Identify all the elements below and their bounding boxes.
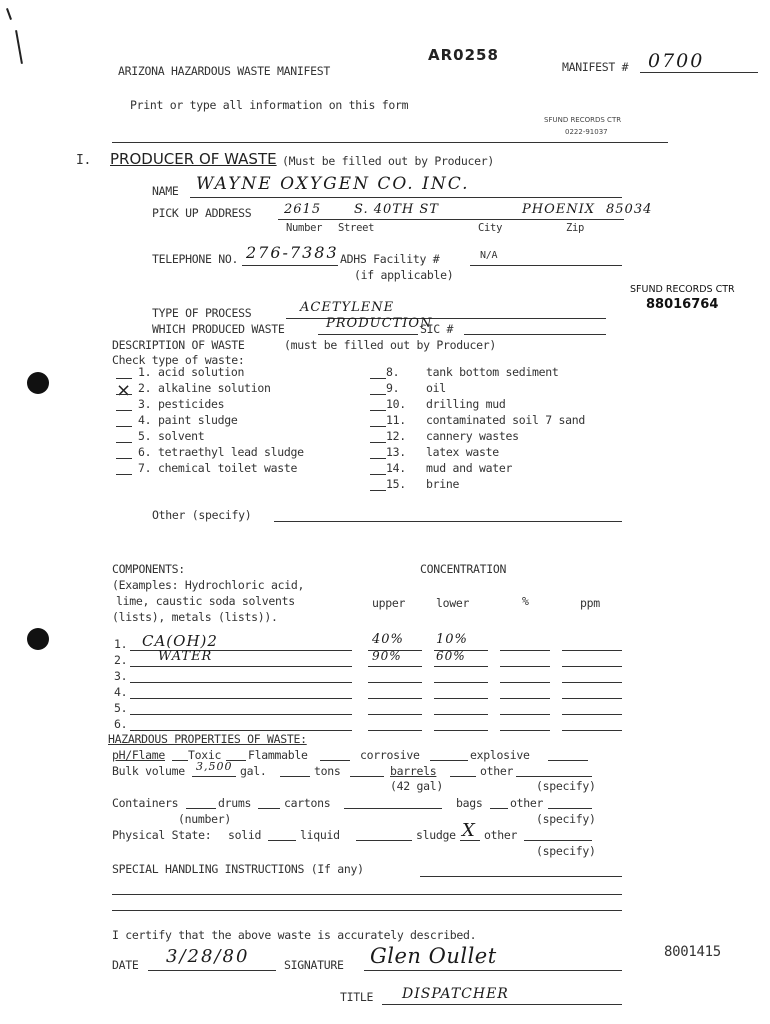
- addr-col-number: Number: [286, 222, 323, 234]
- waste-type-label: paint sludge: [158, 413, 238, 427]
- telephone-line: [242, 265, 338, 266]
- bags-line[interactable]: [490, 808, 508, 809]
- form-title: ARIZONA HAZARDOUS WASTE MANIFEST: [118, 64, 330, 78]
- waste-type-num: 5.: [138, 429, 152, 443]
- addr-col-city: City: [478, 222, 503, 234]
- waste-type-label: oil: [426, 381, 446, 395]
- adhs-note: (if applicable): [354, 268, 454, 282]
- examples-line2: lime, caustic soda solvents: [116, 594, 295, 608]
- containers-other-label: other: [510, 796, 544, 810]
- barrels-label: barrels: [390, 764, 437, 778]
- drums-label: drums: [218, 796, 252, 810]
- waste-type-label: alkaline solution: [158, 381, 271, 395]
- corrosive-label: corrosive: [360, 748, 420, 762]
- component-upper: 40%: [372, 632, 404, 647]
- signature-line[interactable]: [364, 970, 622, 971]
- waste-type-label: tank bottom sediment: [426, 365, 559, 379]
- waste-type-label: tetraethyl lead sludge: [158, 445, 304, 459]
- toxic-line[interactable]: [172, 760, 188, 761]
- checkbox-line[interactable]: [370, 394, 386, 395]
- sludge-mark: X: [462, 820, 477, 841]
- waste-type-num: 8.: [386, 365, 400, 379]
- waste-type-num: 9.: [386, 381, 400, 395]
- waste-type-label: mud and water: [426, 461, 513, 475]
- waste-type-num: 3.: [138, 397, 152, 411]
- liquid-line[interactable]: [356, 840, 412, 841]
- addr-col-zip: Zip: [566, 222, 585, 234]
- adhs-line: [470, 265, 622, 266]
- special-line-1[interactable]: [420, 876, 622, 877]
- cert-statement: I certify that the above waste is accurately described.: [112, 928, 477, 942]
- doc-number: 8001415: [664, 944, 721, 960]
- desc-label: DESCRIPTION OF WASTE: [112, 338, 245, 352]
- component-upper-line[interactable]: [368, 666, 422, 667]
- physical-other-label: other: [484, 828, 518, 842]
- component-lower: 60%: [436, 649, 466, 663]
- bulk-value: 3,500: [196, 760, 233, 773]
- bulk-line[interactable]: [192, 776, 236, 777]
- records-stamp-line2: 0222-91037: [565, 128, 608, 136]
- adhs-label: ADHS Facility #: [340, 252, 440, 266]
- component-pct-line[interactable]: [500, 714, 550, 715]
- checkbox-line[interactable]: [116, 458, 132, 459]
- component-line[interactable]: [130, 666, 352, 667]
- component-line[interactable]: [130, 730, 352, 731]
- checkbox-line[interactable]: [116, 442, 132, 443]
- waste-type-num: 7.: [138, 461, 152, 475]
- checkbox-line[interactable]: [370, 442, 386, 443]
- name-line: [190, 197, 622, 198]
- component-ppm-line[interactable]: [562, 730, 622, 731]
- gal-label: gal.: [240, 764, 267, 778]
- special-line-2[interactable]: [112, 894, 622, 895]
- waste-type-num: 6.: [138, 445, 152, 459]
- sfund-side-number: 88016764: [646, 297, 719, 312]
- bags-label: bags: [456, 796, 483, 810]
- solid-label: solid: [228, 828, 262, 842]
- header-divider: [112, 142, 668, 143]
- physical-other-line[interactable]: [524, 840, 592, 841]
- component-name: WATER: [158, 649, 213, 664]
- desc-note: (must be filled out by Producer): [284, 338, 496, 352]
- component-upper: 90%: [372, 649, 402, 663]
- pickup-number: 2615: [284, 202, 322, 217]
- component-line[interactable]: [130, 682, 352, 683]
- section-numeral: I.: [76, 153, 92, 168]
- name-label: NAME: [152, 184, 179, 198]
- tons-line[interactable]: [280, 776, 310, 777]
- which-value: PRODUCTION: [326, 316, 433, 331]
- punch-hole-top: [27, 372, 49, 394]
- process-value: ACETYLENE: [300, 300, 395, 315]
- component-ppm-line[interactable]: [562, 650, 622, 651]
- col-pct: %: [522, 594, 529, 608]
- component-line[interactable]: [130, 714, 352, 715]
- telephone-value: 276-7383: [246, 243, 339, 262]
- waste-type-num: 4.: [138, 413, 152, 427]
- date-line[interactable]: [148, 970, 276, 971]
- component-num: 4.: [114, 685, 128, 699]
- other-line[interactable]: [450, 776, 476, 777]
- component-pct-line[interactable]: [500, 730, 550, 731]
- waste-type-label: cannery wastes: [426, 429, 519, 443]
- pickup-street: S. 40TH ST: [354, 202, 439, 217]
- component-upper-line[interactable]: [368, 714, 422, 715]
- waste-type-num: 14.: [386, 461, 406, 475]
- component-ppm-line[interactable]: [562, 666, 622, 667]
- waste-type-num: 12.: [386, 429, 406, 443]
- check-label: Check type of waste:: [112, 353, 245, 367]
- specify-note: (specify): [536, 779, 596, 793]
- pickup-zip: 85034: [606, 202, 653, 217]
- checkbox-line[interactable]: [370, 426, 386, 427]
- component-pct-line[interactable]: [500, 698, 550, 699]
- corner-mark: [15, 30, 23, 64]
- examples-line1: (Examples: Hydrochloric acid,: [112, 578, 305, 592]
- pickup-label: PICK UP ADDRESS: [152, 206, 252, 220]
- other-specify-label: Other (specify): [152, 508, 252, 522]
- section-title: PRODUCER OF WASTE: [110, 150, 277, 168]
- explosive-line[interactable]: [548, 760, 588, 761]
- component-num: 6.: [114, 717, 128, 731]
- waste-type-num: 11.: [386, 413, 406, 427]
- flammable-label: Flammable: [248, 748, 308, 762]
- sic-label: SIC #: [420, 322, 454, 336]
- title-line[interactable]: [382, 1004, 622, 1005]
- flammable-after-line[interactable]: [320, 760, 350, 761]
- which-line: [318, 334, 418, 335]
- checkbox-line[interactable]: [370, 490, 386, 491]
- checkbox-checked-mark[interactable]: ⨯: [116, 380, 132, 401]
- examples-line3: (lists), metals (lists)).: [112, 610, 278, 624]
- waste-type-label: solvent: [158, 429, 205, 443]
- title-label: TITLE: [340, 990, 374, 1004]
- tons-label: tons: [314, 764, 341, 778]
- component-pct-line[interactable]: [500, 682, 550, 683]
- sludge-line[interactable]: [460, 840, 480, 841]
- checkbox-line[interactable]: [116, 474, 132, 475]
- checkbox-line[interactable]: [116, 394, 132, 395]
- telephone-label: TELEPHONE NO.: [152, 252, 239, 266]
- adhs-value: N/A: [480, 250, 498, 261]
- date-label: DATE: [112, 958, 139, 972]
- section-title-note: (Must be filled out by Producer): [282, 154, 494, 168]
- col-ppm: ppm: [580, 596, 600, 610]
- manifest-label: MANIFEST #: [562, 60, 629, 74]
- records-stamp-line1: SFUND RECORDS CTR: [544, 116, 622, 124]
- component-num: 2.: [114, 653, 128, 667]
- component-upper-line[interactable]: [368, 730, 422, 731]
- component-line[interactable]: [130, 698, 352, 699]
- component-pct-line[interactable]: [500, 666, 550, 667]
- components-label: COMPONENTS:: [112, 562, 185, 576]
- signature-value: Glen Oullet: [370, 944, 497, 968]
- other-label: other: [480, 764, 514, 778]
- component-lower: 10%: [436, 632, 468, 647]
- sludge-label: sludge: [416, 828, 456, 842]
- col-upper: upper: [372, 596, 406, 610]
- properties-title: HAZARDOUS PROPERTIES OF WASTE:: [108, 732, 307, 746]
- checkbox-line[interactable]: [370, 474, 386, 475]
- barrels-line[interactable]: [350, 776, 384, 777]
- other-specify-line[interactable]: [274, 521, 622, 522]
- containers-label: Containers: [112, 796, 179, 810]
- instruction-text: Print or type all information on this form: [130, 98, 409, 112]
- component-lower-line[interactable]: [434, 698, 488, 699]
- component-num: 3.: [114, 669, 128, 683]
- sfund-side-label: SFUND RECORDS CTR: [630, 284, 735, 295]
- solid-line[interactable]: [268, 840, 296, 841]
- physical-specify-note: (specify): [536, 844, 596, 858]
- containers-other-line[interactable]: [548, 808, 592, 809]
- bulk-label: Bulk volume: [112, 764, 185, 778]
- corner-mark: [6, 8, 12, 20]
- col-lower: lower: [436, 596, 470, 610]
- process-label: TYPE OF PROCESS: [152, 306, 252, 320]
- checkbox-line[interactable]: [116, 410, 132, 411]
- component-ppm-line[interactable]: [562, 682, 622, 683]
- ph-label: pH/Flame: [112, 748, 165, 762]
- manifest-number: 0700: [648, 50, 705, 72]
- component-name: CA(OH)2: [142, 632, 218, 650]
- corrosive-line[interactable]: [430, 760, 468, 761]
- waste-type-num: 10.: [386, 397, 406, 411]
- cartons-line[interactable]: [344, 808, 442, 809]
- special-label: SPECIAL HANDLING INSTRUCTIONS (If any): [112, 862, 364, 876]
- liquid-label: liquid: [300, 828, 340, 842]
- stamp-code: AR0258: [428, 46, 499, 64]
- manifest-number-line: [640, 72, 758, 73]
- name-value: WAYNE OXYGEN CO. INC.: [196, 174, 470, 194]
- checkbox-line[interactable]: [116, 426, 132, 427]
- which-label: WHICH PRODUCED WASTE: [152, 322, 285, 336]
- component-ppm-line[interactable]: [562, 698, 622, 699]
- drums-line[interactable]: [258, 808, 280, 809]
- waste-type-label: drilling mud: [426, 397, 506, 411]
- signature-label: SIGNATURE: [284, 958, 344, 972]
- component-num: 5.: [114, 701, 128, 715]
- component-lower-line[interactable]: [434, 666, 488, 667]
- checkbox-line[interactable]: [370, 410, 386, 411]
- checkbox-line[interactable]: [370, 378, 386, 379]
- cartons-label: cartons: [284, 796, 331, 810]
- waste-type-label: pesticides: [158, 397, 225, 411]
- waste-type-num: 13.: [386, 445, 406, 459]
- component-pct-line[interactable]: [500, 650, 550, 651]
- physical-label: Physical State:: [112, 828, 212, 842]
- component-lower-line[interactable]: [434, 714, 488, 715]
- waste-type-label: contaminated soil 7 sand: [426, 413, 585, 427]
- pickup-city: PHOENIX: [522, 202, 595, 217]
- waste-type-num: 2.: [138, 381, 152, 395]
- pickup-line: [278, 219, 624, 220]
- component-upper-line[interactable]: [368, 698, 422, 699]
- waste-type-label: acid solution: [158, 365, 245, 379]
- component-lower-line[interactable]: [434, 682, 488, 683]
- explosive-label: explosive: [470, 748, 530, 762]
- waste-type-num: 15.: [386, 477, 406, 491]
- containers-line[interactable]: [186, 808, 216, 809]
- component-lower-line[interactable]: [434, 730, 488, 731]
- other-specify-bulk-line[interactable]: [516, 776, 592, 777]
- sic-line: [464, 334, 606, 335]
- waste-type-label: brine: [426, 477, 460, 491]
- special-line-3[interactable]: [112, 910, 622, 911]
- waste-type-label: latex waste: [426, 445, 499, 459]
- date-value: 3/28/80: [166, 946, 250, 967]
- punch-hole-bottom: [27, 628, 49, 650]
- addr-col-street: Street: [338, 222, 375, 234]
- title-value: DISPATCHER: [402, 986, 509, 1002]
- containers-specify-note: (specify): [536, 812, 596, 826]
- number-note: (number): [178, 812, 231, 826]
- waste-type-num: 1.: [138, 365, 152, 379]
- component-num: 1.: [114, 637, 128, 651]
- barrels-note: (42 gal): [390, 779, 443, 793]
- component-ppm-line[interactable]: [562, 714, 622, 715]
- checkbox-line[interactable]: [116, 378, 132, 379]
- waste-type-label: chemical toilet waste: [158, 461, 298, 475]
- component-upper-line[interactable]: [368, 682, 422, 683]
- checkbox-line[interactable]: [370, 458, 386, 459]
- toxic-label: Toxic: [188, 748, 222, 762]
- concentration-label: CONCENTRATION: [420, 562, 507, 576]
